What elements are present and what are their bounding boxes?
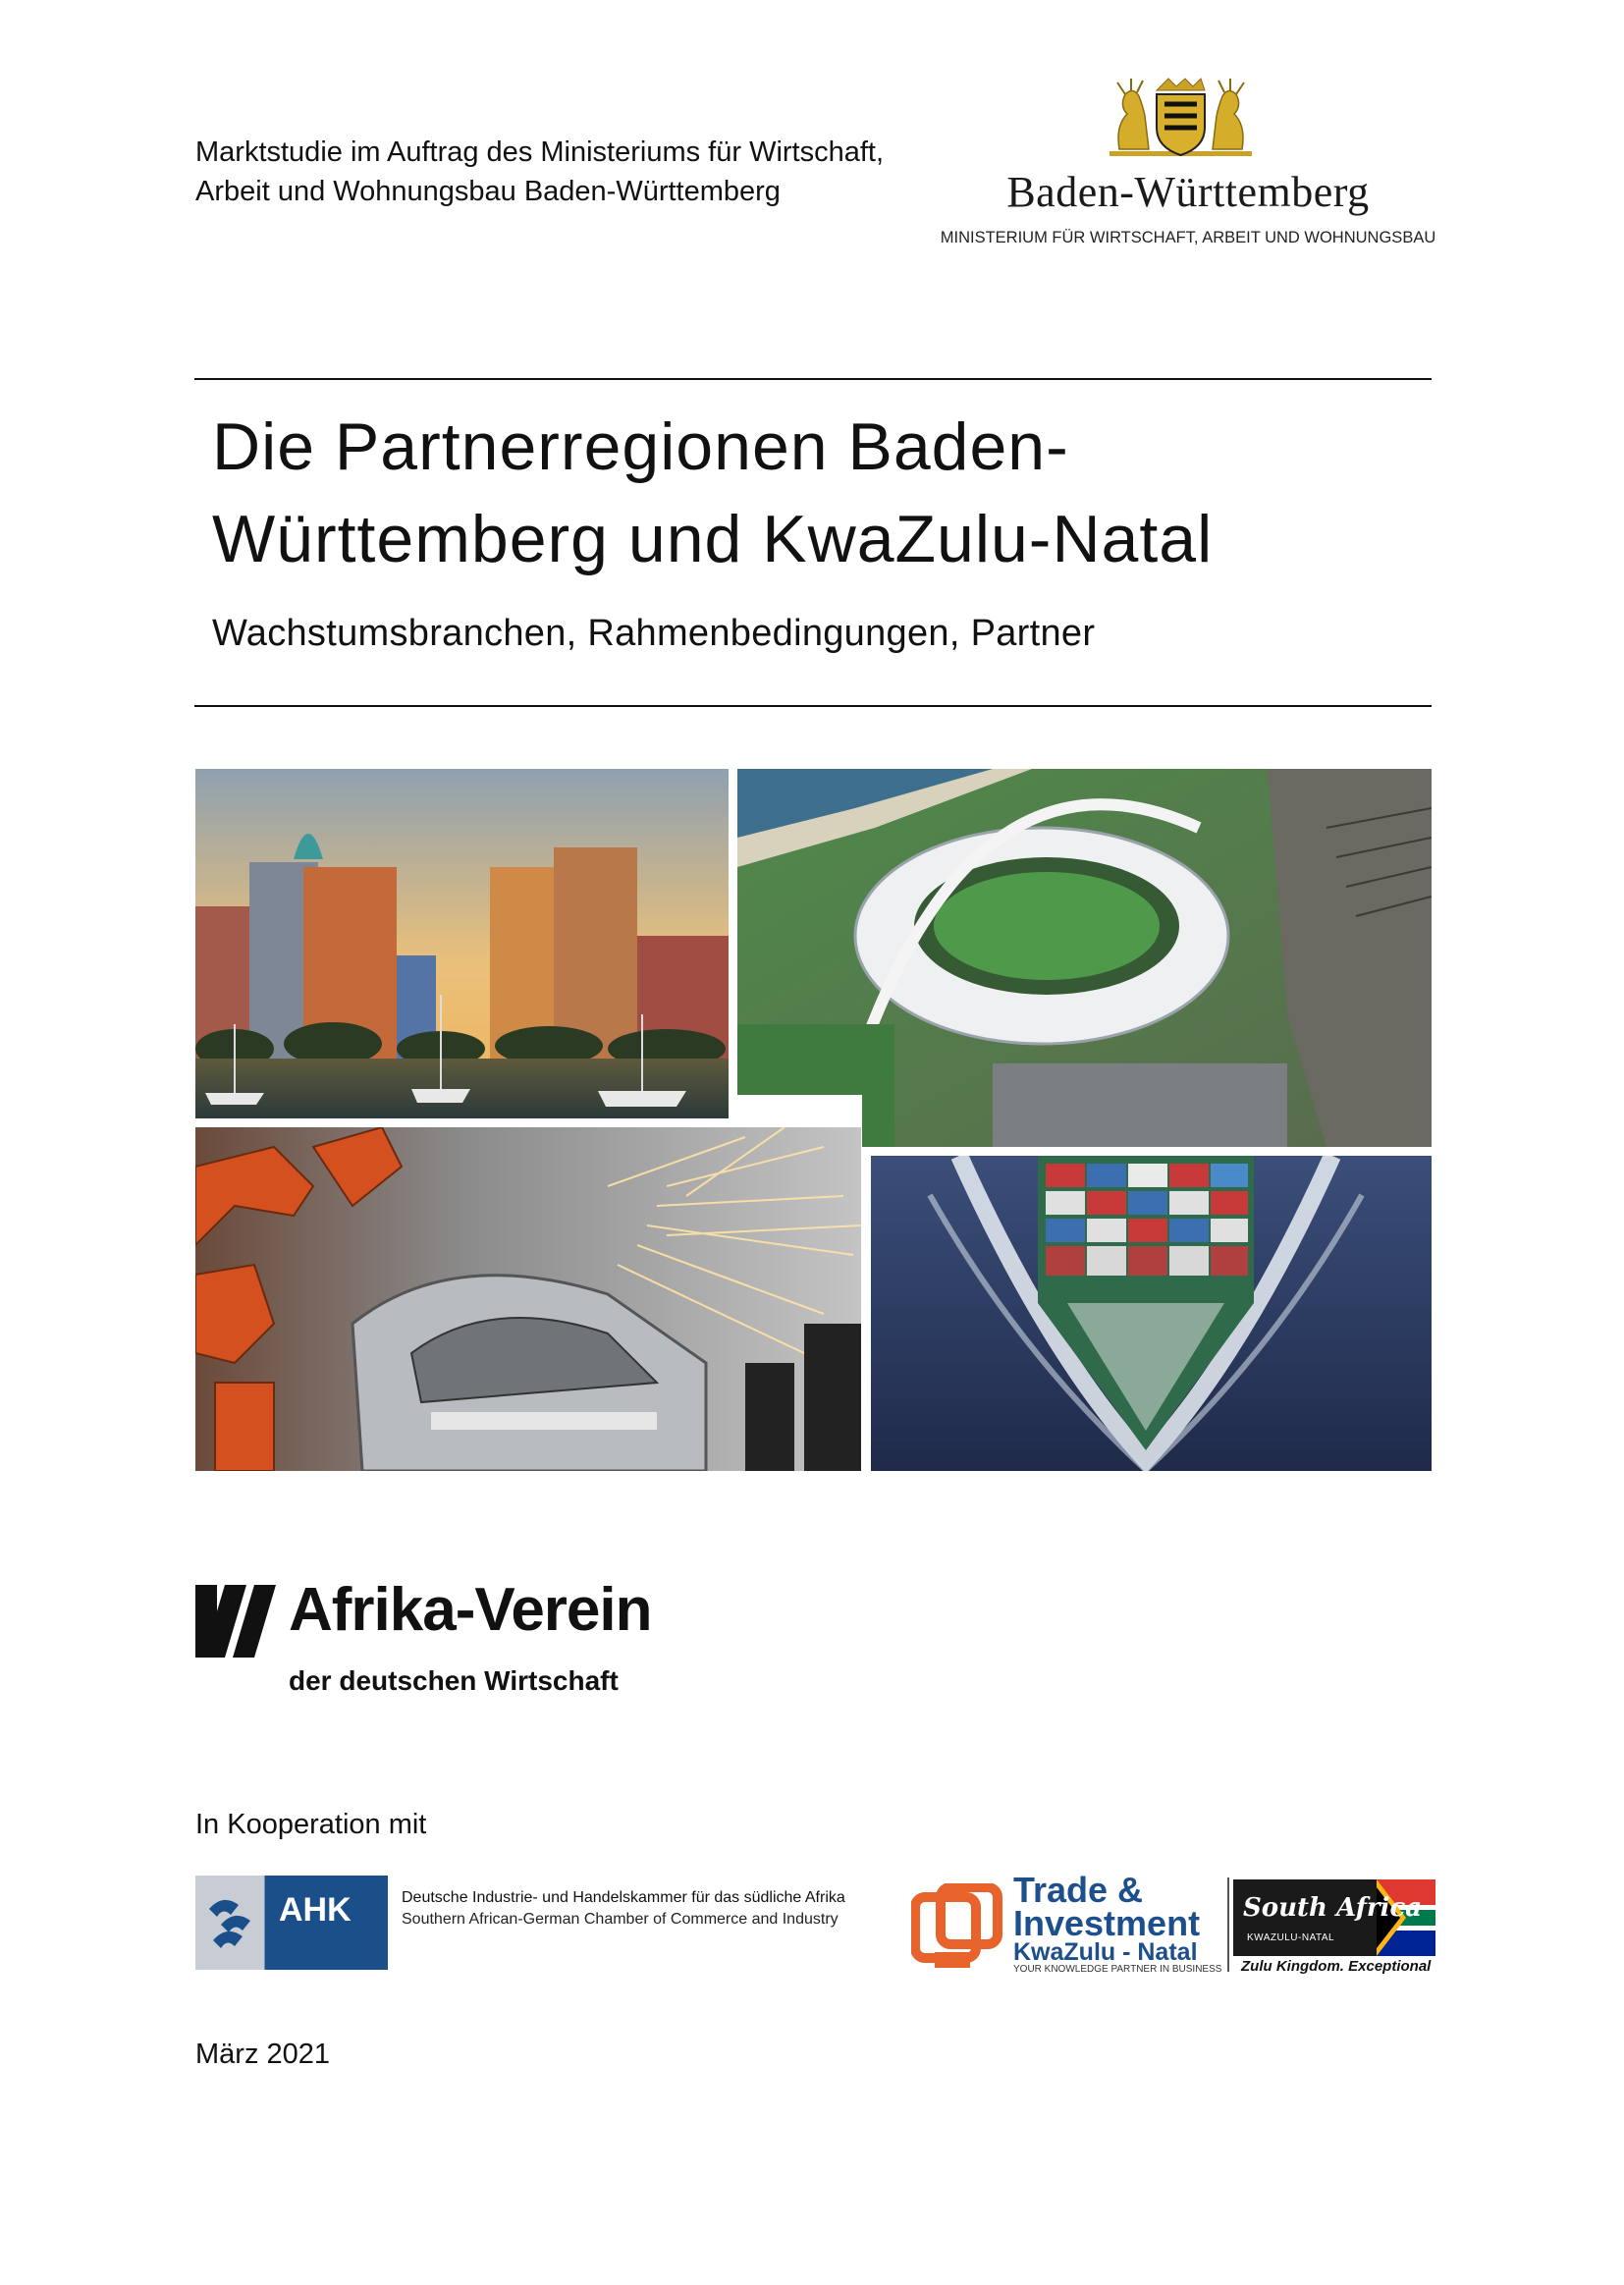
publication-date: März 2021 [195,2039,331,2070]
trade-investment-kzn-logo [911,1870,1225,1976]
ahk-emblem-icon [203,1889,262,1959]
top-divider [194,378,1432,380]
stadium-aerial-photo [737,769,1432,1147]
tik-trade: Trade & [1013,1870,1144,1910]
tik-tagline: YOUR KNOWLEDGE PARTNER IN BUSINESS [1013,1964,1222,1975]
container-ship-photo [871,1156,1432,1471]
ahk-logo [195,1876,883,1970]
afrika-verein-logo [195,1576,686,1701]
page-title [212,401,1213,585]
baden-wuerttemberg-logo [913,77,1463,253]
city-skyline-photo [195,769,729,1118]
page-subtitle: Wachstumsbranchen, Rahmenbedingungen, Partner [212,613,1096,654]
intro-line-2: Arbeit und Wohnungsbau Baden-Württemberg [195,176,781,207]
south-africa-brand: South Africa [1243,1893,1423,1923]
ministry-name: MINISTERIUM FÜR WIRTSCHAFT, ARBEIT UND WOHNUNGSBAU [940,229,1436,246]
south-africa-tagline: Zulu Kingdom. Exceptional [1241,1958,1432,1975]
ahk-badge [195,1876,388,1970]
car-factory-robots-photo [195,1127,861,1471]
tik-investment: Investment [1013,1903,1201,1943]
tik-region: KwaZulu - Natal [1013,1938,1198,1966]
afrika-verein-mark-icon [195,1585,276,1662]
ahk-name-english: Southern African-German Chamber of Commerce and Industry [402,1911,839,1928]
south-africa-badge [1233,1879,1435,1956]
publisher-name: Afrika-Verein [289,1576,652,1644]
intro-text [195,133,884,211]
publisher-subline: der deutschen Wirtschaft [289,1665,619,1696]
south-africa-region: KWAZULU-NATAL [1247,1932,1335,1943]
state-wordmark: Baden-Württemberg [1006,168,1370,216]
coat-of-arms-icon [1110,77,1252,157]
intro-line-1: Marktstudie im Auftrag des Ministeriums für Wirtschaft, [195,136,885,168]
logo-separator [1227,1877,1229,1972]
ahk-name-german: Deutsche Industrie- und Handelskammer für das südliche Afrika [402,1889,845,1906]
cooperation-label: In Kooperation mit [195,1809,427,1840]
title-line-2: Württemberg und KwaZulu-Natal [212,502,1214,576]
title-line-1: Die Partnerregionen Baden- [212,409,1069,484]
tik-emblem-icon [911,1883,1005,1979]
bottom-divider [194,705,1432,707]
ahk-abbreviation: AHK [279,1891,352,1929]
south-africa-logo [1233,1879,1435,1976]
